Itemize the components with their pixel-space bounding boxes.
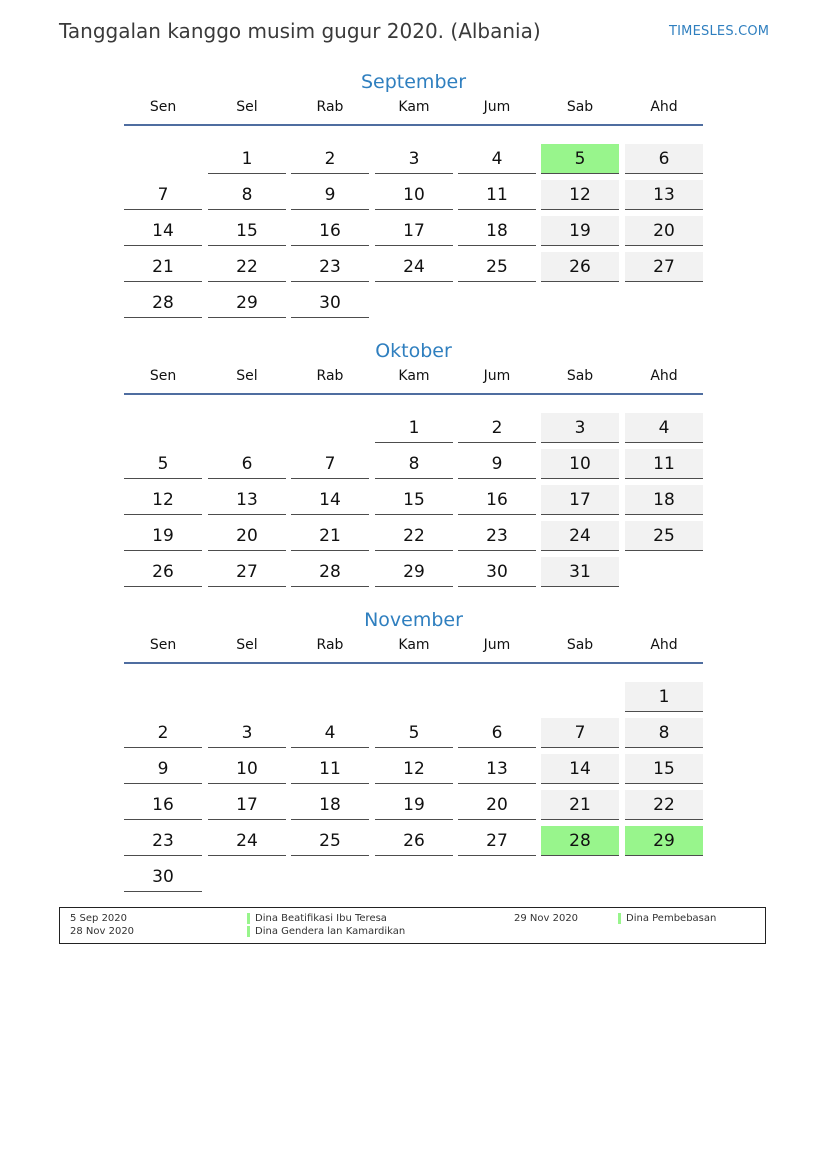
day-cell: 10	[375, 180, 453, 210]
month-name: Oktober	[375, 340, 452, 362]
day-cell: 25	[625, 521, 703, 551]
day-cell: 21	[541, 790, 619, 820]
day-cell: 5	[375, 718, 453, 748]
weekday-header	[124, 636, 703, 654]
day-cell: 6	[458, 718, 536, 748]
day-cell: 30	[458, 557, 536, 587]
header-divider	[124, 393, 703, 395]
weekday-label: Sab	[566, 368, 594, 384]
page-title: Tanggalan kanggo musim gugur 2020. (Albania)	[59, 19, 541, 43]
legend-date: 29 Nov 2020	[514, 913, 579, 924]
day-cell: 11	[625, 449, 703, 479]
month-name: September	[360, 71, 467, 93]
weekday-label: Kam	[398, 368, 430, 384]
day-cell: 16	[291, 216, 369, 246]
day-cell: 13	[208, 485, 286, 515]
day-cell: 16	[458, 485, 536, 515]
legend-holiday-name: Dina Gendera lan Kamardikan	[255, 926, 406, 937]
weekday-label: Jum	[483, 99, 511, 115]
day-cell: 1	[375, 413, 453, 443]
day-cell: 26	[541, 252, 619, 282]
day-cell: 22	[625, 790, 703, 820]
day-cell: 3	[375, 144, 453, 174]
day-cell: 4	[291, 718, 369, 748]
day-cell: 17	[208, 790, 286, 820]
day-cell: 31	[541, 557, 619, 587]
day-cell: 6	[208, 449, 286, 479]
day-cell: 18	[458, 216, 536, 246]
day-cell: 3	[541, 413, 619, 443]
day-cell: 4	[458, 144, 536, 174]
day-cell: 21	[291, 521, 369, 551]
day-cell: 7	[124, 180, 202, 210]
day-cell: 19	[375, 790, 453, 820]
weekday-label: Ahd	[650, 637, 678, 653]
day-cell: 14	[291, 485, 369, 515]
month-september	[124, 70, 703, 330]
day-cell: 8	[375, 449, 453, 479]
weekday-label: Sab	[566, 637, 594, 653]
holiday-day-cell: 5	[541, 144, 619, 174]
day-cell: 20	[625, 216, 703, 246]
day-cell: 4	[625, 413, 703, 443]
weekday-label: Jum	[483, 637, 511, 653]
header-divider	[124, 662, 703, 664]
day-cell: 10	[541, 449, 619, 479]
day-cell: 27	[208, 557, 286, 587]
day-cell: 22	[208, 252, 286, 282]
weekday-label: Sen	[149, 368, 177, 384]
legend-date: 5 Sep 2020	[70, 913, 128, 924]
day-cell: 30	[291, 288, 369, 318]
month-oktober	[124, 339, 703, 599]
day-cell: 9	[124, 754, 202, 784]
day-cell: 23	[291, 252, 369, 282]
day-cell: 29	[375, 557, 453, 587]
day-cell: 30	[124, 862, 202, 892]
day-cell: 11	[291, 754, 369, 784]
weekday-label: Sen	[149, 99, 177, 115]
brand-link[interactable]: TIMESLES.COM	[669, 24, 770, 39]
day-cell: 25	[458, 252, 536, 282]
day-cell: 2	[124, 718, 202, 748]
day-cell: 2	[458, 413, 536, 443]
day-cell: 28	[124, 288, 202, 318]
day-cell: 23	[458, 521, 536, 551]
day-cell: 9	[291, 180, 369, 210]
day-cell: 5	[124, 449, 202, 479]
day-cell: 29	[208, 288, 286, 318]
day-cell: 15	[208, 216, 286, 246]
day-cell: 11	[458, 180, 536, 210]
weekday-label: Kam	[398, 99, 430, 115]
holiday-day-cell: 29	[625, 826, 703, 856]
day-cell: 13	[458, 754, 536, 784]
day-cell: 3	[208, 718, 286, 748]
day-cell: 1	[208, 144, 286, 174]
day-cell: 15	[625, 754, 703, 784]
weekday-label: Rab	[316, 368, 344, 384]
day-cell: 8	[625, 718, 703, 748]
day-cell: 7	[291, 449, 369, 479]
weekday-header	[124, 98, 703, 116]
day-cell: 19	[124, 521, 202, 551]
day-cell: 18	[625, 485, 703, 515]
day-cell: 24	[208, 826, 286, 856]
weekday-label: Sel	[236, 99, 258, 115]
day-cell: 1	[625, 682, 703, 712]
day-cell: 12	[375, 754, 453, 784]
day-cell: 27	[625, 252, 703, 282]
day-cell: 20	[458, 790, 536, 820]
weekday-label: Sel	[236, 637, 258, 653]
legend-holiday-name: Dina Pembebasan	[626, 913, 717, 924]
holiday-day-cell: 28	[541, 826, 619, 856]
weekday-header	[124, 367, 703, 385]
day-cell: 14	[124, 216, 202, 246]
day-cell: 12	[541, 180, 619, 210]
day-cell: 13	[625, 180, 703, 210]
day-cell: 25	[291, 826, 369, 856]
day-cell: 21	[124, 252, 202, 282]
day-cell: 9	[458, 449, 536, 479]
weekday-label: Ahd	[650, 368, 678, 384]
day-cell: 18	[291, 790, 369, 820]
day-cell: 10	[208, 754, 286, 784]
weekday-label: Sel	[236, 368, 258, 384]
month-november	[124, 608, 703, 887]
weekday-label: Sab	[566, 99, 594, 115]
day-cell: 17	[375, 216, 453, 246]
weekday-label: Sen	[149, 637, 177, 653]
day-cell: 28	[291, 557, 369, 587]
day-cell: 16	[124, 790, 202, 820]
day-cell: 26	[375, 826, 453, 856]
day-cell: 14	[541, 754, 619, 784]
day-cell: 27	[458, 826, 536, 856]
day-cell: 24	[541, 521, 619, 551]
weekday-label: Jum	[483, 368, 511, 384]
legend-holiday-name: Dina Beatifikasi Ibu Teresa	[255, 913, 387, 924]
holiday-legend	[59, 907, 766, 944]
day-cell: 24	[375, 252, 453, 282]
weekday-label: Kam	[398, 637, 430, 653]
day-cell: 23	[124, 826, 202, 856]
legend-date: 28 Nov 2020	[70, 926, 135, 937]
day-cell: 12	[124, 485, 202, 515]
weekday-label: Ahd	[650, 99, 678, 115]
weekday-label: Rab	[316, 637, 344, 653]
day-cell: 20	[208, 521, 286, 551]
day-cell: 15	[375, 485, 453, 515]
day-cell: 26	[124, 557, 202, 587]
day-cell: 2	[291, 144, 369, 174]
day-cell: 6	[625, 144, 703, 174]
day-cell: 22	[375, 521, 453, 551]
day-cell: 19	[541, 216, 619, 246]
month-name: November	[364, 609, 463, 631]
header-divider	[124, 124, 703, 126]
day-cell: 17	[541, 485, 619, 515]
weekday-label: Rab	[316, 99, 344, 115]
day-cell: 8	[208, 180, 286, 210]
day-cell: 7	[541, 718, 619, 748]
